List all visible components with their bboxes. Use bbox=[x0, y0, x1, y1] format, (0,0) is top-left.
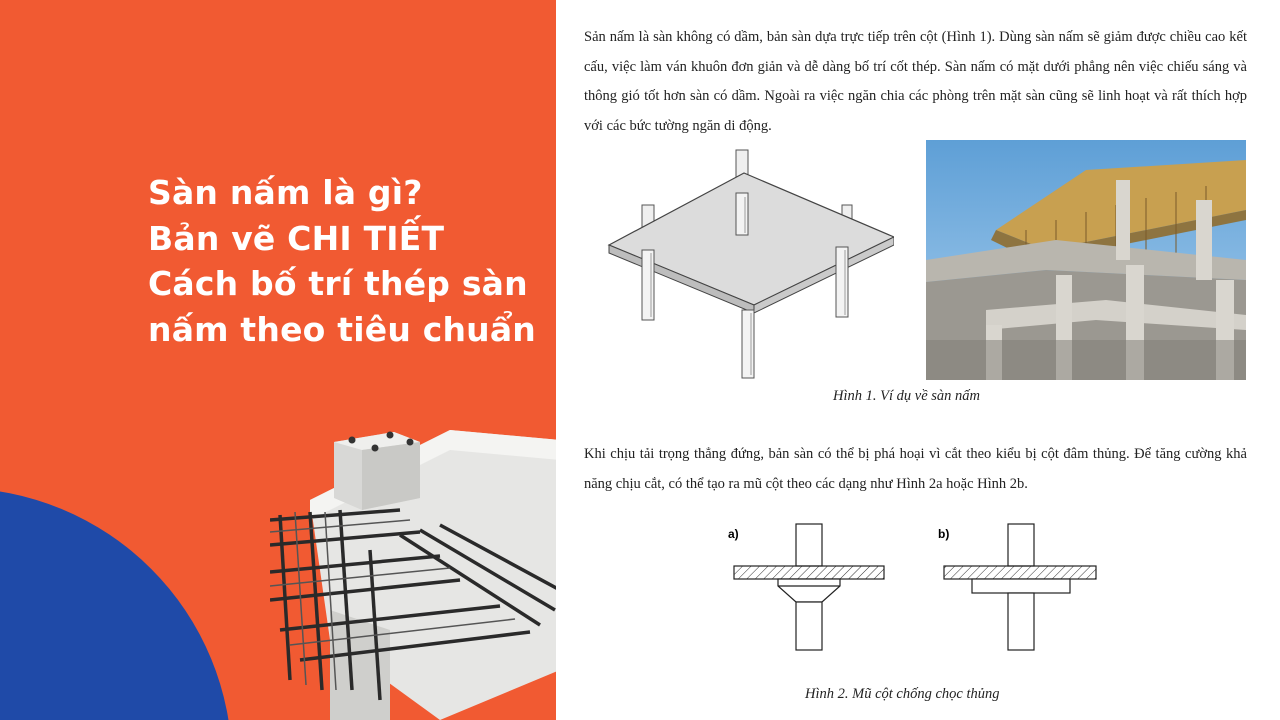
paragraph-punching-shear: Khi chịu tải trọng thẳng đứng, bản sàn có thể bị phá hoại vì cắt theo kiểu bị cột đâm thủng. Để tăng cường khả năng chịu cắt, có thể tạo ra mũ cột theo các dạng như Hình 2a hoặc Hình 2b. bbox=[584, 446, 1247, 492]
paragraph-intro: Sản nấm là sàn không có dầm, bản sàn dựa trực tiếp trên cột (Hình 1). Dùng sàn nấm sẽ giảm được chiều cao kết cấu, việc làm ván khuôn đơn giản và dễ dàng bố trí cốt thép. Sàn nấm có mặt dưới phẳng nên việc chiếu sáng và thông gió tốt hơn sàn có dầm. Ngoài ra việc ngăn chia các phòng trên mặt sàn cũng sẽ linh hoạt và rất thích hợp với các bức tường ngăn di động. bbox=[584, 29, 1247, 134]
figure-2b-label: b) bbox=[938, 527, 950, 541]
document-page bbox=[556, 0, 1280, 720]
headline-line-1: Sàn nấm là gì? bbox=[148, 173, 423, 212]
banner-headline bbox=[148, 170, 548, 352]
flat-slab-drawing bbox=[604, 145, 894, 380]
rebar-slab-illustration bbox=[270, 420, 556, 720]
column-capital-diagrams bbox=[716, 516, 1106, 676]
headline-line-2: Bản vẽ CHI TIẾT bbox=[148, 218, 445, 258]
flat-slab-construction-photo bbox=[926, 140, 1246, 380]
headline-line-3: Cách bố trí thép sàn bbox=[148, 264, 528, 303]
figure-2a-label: a) bbox=[728, 527, 739, 541]
decorative-circle bbox=[0, 488, 232, 720]
headline-line-4: nấm theo tiêu chuẩn bbox=[148, 309, 537, 349]
figure-1-caption: Hình 1. Ví dụ về sàn nấm bbox=[833, 388, 980, 404]
figure-2-caption: Hình 2. Mũ cột chống chọc thủng bbox=[805, 686, 1000, 702]
banner-panel bbox=[0, 0, 556, 720]
